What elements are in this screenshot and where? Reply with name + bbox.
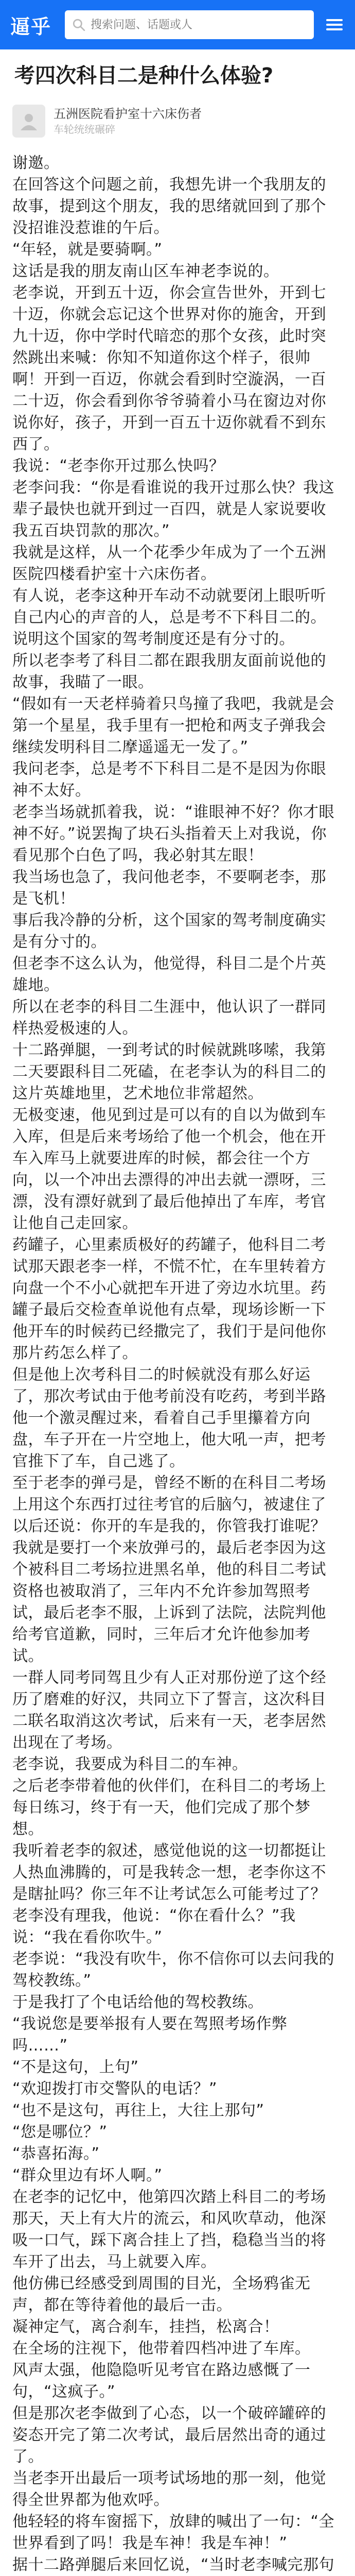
question-title[interactable]: 考四次科目二是种什么体验? [14, 64, 274, 88]
answer-paragraph: 老李没有理我，他说：“你在看什么？”我说：“我在看你吹牛。” [12, 1907, 296, 1946]
hamburger-icon[interactable] [324, 14, 345, 35]
answer-paragraph: “我说您是要举报有人要在驾照考场作弊吗……” [12, 2015, 288, 2055]
site-logo[interactable]: 逼乎 [10, 15, 52, 38]
avatar[interactable] [12, 105, 45, 138]
answer-paragraph: 一群人同考同驾且少有人正对那份逆了这个经历了磨难的好汉，共同立下了誓言，这次科目二联名取消这次考试，后来有一天，老李居然出现在了考场。 [12, 1669, 326, 1752]
answer-paragraph: 于是我打了个电话给他的驾校教练。 [12, 1993, 263, 2011]
answer-paragraph: “恭喜拓海。” [12, 2145, 100, 2163]
answer-body [12, 152, 342, 2576]
answer-paragraph: “假如有一天老样骑着只鸟撞了我吧，我就是会第一个星星，我手里有一把枪和两支子弹我会继续发明科目二摩遥遥无一发了。” [12, 695, 335, 756]
answer-paragraph: “也不是这句，再往上，大往上那句” [12, 2102, 264, 2120]
answer-paragraph: 十二路弹腿，一到考试的时候就跳哆嗦，我第二天要跟科目二死磕，在老李认为的科目二的这片英雄地里，艺术地位非常超然。 [12, 1041, 326, 1103]
answer-paragraph: 当老李开出最后一项考试场地的那一刻，他觉得全世界都为他欢呼。 [12, 2469, 326, 2509]
author-subtitle: 车轮统统碾碎 [54, 123, 115, 135]
answer-paragraph: 我说：“老李你开过那么快吗？ [12, 457, 225, 475]
answer-paragraph: 他轻轻的将车窗摇下，放肆的喊出了一句：“全世界看到了吗！我是车神！我是车神！” [12, 2513, 335, 2552]
top-navigation-bar [0, 0, 355, 49]
answer-paragraph: 据十二路弹腿后来回忆说，“当时老李喊完那句 [12, 2556, 335, 2574]
answer-paragraph: 凝神定气，离合刹车，挂挡，松离合！ [12, 2318, 279, 2336]
answer-paragraph: 老李说，开到五十迈，你会宣告世外，开到七十迈，你就会忘记这个世界对你的施舍，开到九十迈，你中学时代暗恋的那个女孩，此时突然跳出来喊：你知不知道你这个样子，很帅啊！开到一百迈，你就会看到时空漩涡，一百二十迈，你会看到你爷爷骑着小马在窗边对你说你好，孩子，开到一百五十迈你就看不到东西了。 [12, 284, 326, 453]
answer-paragraph: 药罐子，心里素质极好的药罐子，他科目二考试那天跟老李一样，不慌不忙，在车里转着方向盘一个不小心就把车开进了旁边水坑里。药罐子最后交检查单说他有点晕，现场诊断一下他开车的时候药已经撒完了，我们于是问他你那片药怎么样了。 [12, 1236, 326, 1362]
answer-paragraph: 事后我冷静的分析，这个国家的驾考制度确实是有分寸的。 [12, 911, 326, 951]
answer-paragraph: 我问老李，总是考不下科目二是不是因为你眼神不太好。 [12, 760, 326, 800]
answer-paragraph: 但是那次老李做到了心态，以一个破碎罐碎的姿态开完了第二次考试，最后居然出奇的通过了。 [12, 2404, 326, 2466]
answer-paragraph: 老李说，我要成为科目二的车神。 [12, 1755, 248, 1773]
answer-paragraph: 之后老李带着他的伙伴们，在科目二的考场上每日练习，终于有一天，他们完成了那个梦想。 [12, 1777, 326, 1838]
answer-paragraph: 在回答这个问题之前，我想先讲一个我朋友的故事，提到这个朋友，我的思绪就回到了那个没招谁没惹谁的午后。 [12, 176, 326, 237]
search-box[interactable] [65, 10, 314, 39]
answer-paragraph: “您是哪位？” [12, 2123, 108, 2141]
search-icon [72, 18, 85, 31]
author-name[interactable]: 五洲医院看护室十六床伤者 [54, 107, 202, 121]
answer-paragraph: 风声太强，他隐隐听见考官在路边感慨了一句，“这疯子。” [12, 2361, 311, 2401]
answer-paragraph: 我听着老李的叙述，感觉他说的这一切都挺让人热血沸腾的，可是我转念一想，老李你这不是瞎扯吗？你三年不让考试怎么可能考过了？ [12, 1842, 326, 1903]
answer-paragraph: 在老李的记忆中，他第四次踏上科目二的考场那天，天上有大片的流云，和风吹草动，他深吸一口气，踩下离合挂上了挡，稳稳当当的将车开了出去，马上就要入库。 [12, 2188, 326, 2271]
search-input[interactable] [91, 19, 307, 31]
answer-paragraph: 至于老李的弹弓是，曾经不断的在科目二考场上用这个东西打过往考官的后脑勺，被逮住了以后还说：你开的车是我的，你管我打谁呢？我就是要打一个来放弹弓的，最后老李因为这个被科目二考场拉进黑名单，他的科目二考试资格也被取消了，三年内不允许参加驾照考试，最后老李不服，上诉到了法院，法院判他给考官道歉，同时，三年后才允许他参加考试。 [12, 1474, 326, 1665]
answer-paragraph: 老李说：“我没有吹牛，你不信你可以去问我的驾校教练。” [12, 1950, 335, 1990]
answer-paragraph: 所以老李考了科目二都在跟我朋友面前说他的故事，我瞄了一眼。 [12, 652, 326, 691]
answer-paragraph: 所以在老李的科目二生涯中，他认识了一群同样热爱极速的人。 [12, 998, 326, 1038]
answer-paragraph: 我当场也急了，我问他老李，不要啊老李，那是飞机！ [12, 868, 326, 908]
answer-paragraph: 老李当场就抓着我，说：“谁眼神不好？你才眼神不好。”说罢掏了块石头指着天上对我说，你看见那个白色了吗，我必射其左眼！ [12, 803, 335, 865]
answer-paragraph: “欢迎拨打市交警队的电话？” [12, 2080, 218, 2098]
answer-paragraph: “群众里边有坏人啊。” [12, 2166, 163, 2184]
answer-paragraph: 但是他上次考科目二的时候就没有那么好运了，那次考试由于他考前没有吃药，考到半路他一个激灵醒过来，看着自己手里攥着方向盘，车子开在一片空地上，他大吼一声，把考官推下了车，自己逃了。 [12, 1366, 326, 1470]
user-icon [19, 111, 39, 131]
answer-paragraph: 老李问我：“你是看谁说的我开过那么快？我这辈子最快也就开到过一百四，就是人家说要收我五百块罚款的那次。” [12, 479, 335, 540]
answer-paragraph: 谢邀。 [12, 154, 60, 172]
answer-paragraph: 有人说，老李这种开车动不动就要闭上眼听听自己内心的声音的人，总是考不下科目二的。说明这个国家的驾考制度还是有分寸的。 [12, 587, 326, 648]
author-info[interactable] [12, 98, 343, 144]
answer-paragraph: “不是这句，上句” [12, 2058, 139, 2076]
answer-paragraph: 在全场的注视下，他带着四档冲进了车库。 [12, 2340, 311, 2358]
answer-paragraph: “年轻，就是要骑啊。” [12, 241, 163, 259]
answer-paragraph: 他仿佛已经感受到周围的目光，全场鸦雀无声，都在等待着他的最后一击。 [12, 2275, 311, 2314]
answer-paragraph: 这话是我的朋友南山区车神老李说的。 [12, 262, 279, 280]
answer-paragraph: 但老李不这么认为，他觉得，科目二是个片英雄地。 [12, 955, 326, 994]
answer-paragraph: 我就是这样，从一个花季少年成为了一个五洲医院四楼看护室十六床伤者。 [12, 544, 326, 583]
answer-paragraph: 无极变速，他见到过是可以有的自以为做到车入库，但是后来考场给了他一个机会，他在开车入库马上就要进库的时候，都会往一个方向，以一个冲出去漂得的冲出去就一漂呀，三漂，没有漂好就到了最后他掉出了车库，考官让他自己走回家。 [12, 1106, 326, 1232]
